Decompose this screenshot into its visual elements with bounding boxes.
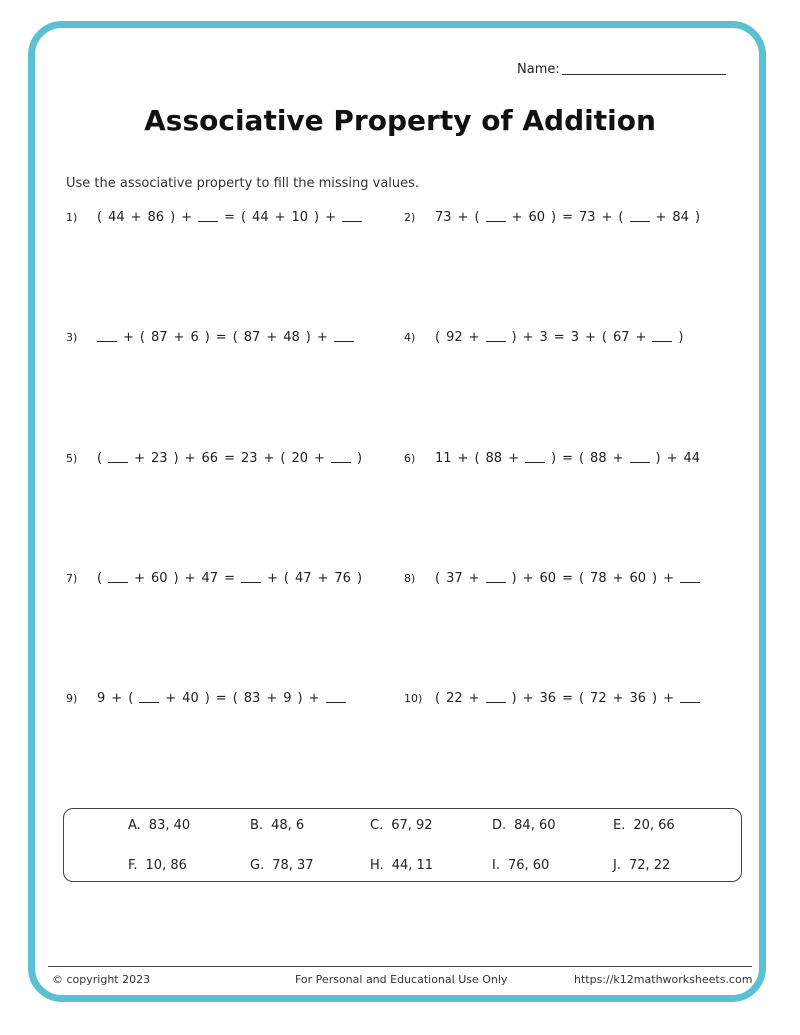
problem-token: 47 xyxy=(294,571,312,586)
problem-token: + xyxy=(181,210,193,225)
answer-option xyxy=(370,818,433,833)
answer-letter: A. xyxy=(128,818,141,833)
problem-token: 48 xyxy=(283,330,300,345)
problem-token: 22 xyxy=(446,691,463,706)
problem-token: ) xyxy=(652,571,658,586)
problem-token: + xyxy=(508,451,519,466)
answer-blank[interactable] xyxy=(108,461,128,463)
problem-token: + xyxy=(468,691,480,706)
problem-token: ) xyxy=(511,330,517,345)
problem-token: 36 xyxy=(629,691,647,706)
answer-blank[interactable] xyxy=(331,461,351,463)
problem-token: ) xyxy=(204,691,210,706)
problem-token: 87 xyxy=(150,330,168,345)
problem-token: + xyxy=(522,691,534,706)
problem-token: 73 xyxy=(578,210,596,225)
problem-token: 11 xyxy=(435,451,452,466)
problem-token: + xyxy=(184,451,196,466)
problem-token: = xyxy=(224,571,235,586)
problem-number: 2) xyxy=(404,211,416,224)
answer-blank[interactable] xyxy=(630,461,650,463)
problem-token: + xyxy=(584,330,596,345)
problem-token: = xyxy=(562,571,573,586)
answer-option xyxy=(613,858,670,873)
answer-blank[interactable] xyxy=(680,701,700,703)
answer-blank[interactable] xyxy=(108,581,128,583)
problem-token: ( xyxy=(435,691,441,706)
problem-token: = xyxy=(562,210,573,225)
problem-token: 3 xyxy=(539,330,548,345)
problem-token: + xyxy=(173,330,185,345)
answer-option xyxy=(613,818,675,833)
problem-token: ( xyxy=(578,451,585,466)
name-blank-line[interactable] xyxy=(562,74,726,75)
problem-token: = xyxy=(224,210,235,225)
problem-token: 72 xyxy=(590,691,607,706)
problem-token: ) xyxy=(678,330,684,345)
problem-token: ( xyxy=(232,330,238,345)
answer-value: 44, 11 xyxy=(391,858,434,873)
page-title: Associative Property of Addition xyxy=(144,104,656,137)
problem-9 xyxy=(66,691,349,706)
problem-token: + xyxy=(663,691,675,706)
answer-option xyxy=(250,858,314,873)
problem-token: + xyxy=(522,330,534,345)
problem-token: ( xyxy=(578,571,585,586)
problem-4 xyxy=(404,330,687,345)
problem-number: 5) xyxy=(66,452,78,465)
answer-value: 78, 37 xyxy=(272,858,314,873)
problem-number: 1) xyxy=(66,211,78,224)
problem-token: + xyxy=(522,571,534,586)
problem-token: ( xyxy=(618,210,624,225)
problem-token: + xyxy=(111,691,123,706)
answer-option xyxy=(492,858,549,873)
problem-number: 9) xyxy=(66,692,78,705)
problem-token: = xyxy=(562,691,573,706)
answer-option xyxy=(250,818,304,833)
problem-1 xyxy=(66,210,365,225)
problem-token: + xyxy=(308,691,320,706)
footer-site: https://k12mathworksheets.com xyxy=(574,973,753,986)
problem-token: 78 xyxy=(590,571,607,586)
answer-blank[interactable] xyxy=(652,340,672,342)
problem-token: 88 xyxy=(485,451,503,466)
problem-token: ) xyxy=(511,691,517,706)
answer-value: 10, 86 xyxy=(145,858,187,873)
problem-token: + xyxy=(468,330,480,345)
problem-token: + xyxy=(457,451,469,466)
problem-token: ) xyxy=(356,451,363,466)
problem-token: 44 xyxy=(108,210,125,225)
answer-blank[interactable] xyxy=(486,220,506,222)
answer-blank[interactable] xyxy=(486,701,506,703)
answer-letter: E. xyxy=(613,818,626,833)
problem-token: ( xyxy=(240,210,247,225)
answer-value: 84, 60 xyxy=(514,818,556,833)
problem-2 xyxy=(404,210,703,225)
problem-token: 9 xyxy=(283,691,292,706)
problem-token: ) xyxy=(694,210,701,225)
problem-token: ( xyxy=(474,210,480,225)
problem-token: ) xyxy=(550,210,557,225)
problem-token: 40 xyxy=(182,691,199,706)
answer-letter: B. xyxy=(250,818,264,833)
answer-option xyxy=(370,858,433,873)
problem-token: + xyxy=(325,210,337,225)
problem-token: ) xyxy=(173,451,179,466)
problem-token: 87 xyxy=(243,330,261,345)
problem-token: ( xyxy=(435,571,441,586)
problem-token: + xyxy=(134,571,145,586)
problem-token: + xyxy=(274,210,286,225)
problem-token: + xyxy=(184,571,196,586)
answer-blank[interactable] xyxy=(139,701,159,703)
answer-value: 76, 60 xyxy=(507,858,550,873)
problem-token: 37 xyxy=(446,571,463,586)
problem-token: 92 xyxy=(446,330,463,345)
answer-blank[interactable] xyxy=(525,461,545,463)
problem-token: ( xyxy=(97,571,103,586)
problem-7 xyxy=(66,571,365,586)
problem-number: 10) xyxy=(404,692,423,705)
problem-5 xyxy=(66,451,365,466)
problem-token: + xyxy=(511,210,523,225)
answer-value: 48, 6 xyxy=(271,818,305,833)
answer-value: 72, 22 xyxy=(628,858,671,873)
answer-blank[interactable] xyxy=(97,340,117,342)
problem-number: 4) xyxy=(404,331,416,344)
problem-token: ( xyxy=(280,451,286,466)
problem-token: = xyxy=(215,691,227,706)
problem-token: + xyxy=(263,451,275,466)
answer-value: 83, 40 xyxy=(148,818,191,833)
problem-token: ( xyxy=(97,451,103,466)
problem-token: 88 xyxy=(590,451,607,466)
problem-token: ( xyxy=(139,330,145,345)
problem-token: + xyxy=(635,330,647,345)
footer-usage: For Personal and Educational Use Only xyxy=(295,973,508,986)
answer-blank[interactable] xyxy=(342,220,362,222)
problem-token: 76 xyxy=(334,571,351,586)
problem-token: 23 xyxy=(150,451,168,466)
problem-token: 47 xyxy=(201,571,219,586)
problem-token: ) xyxy=(173,571,179,586)
problem-token: 66 xyxy=(201,451,219,466)
answer-blank[interactable] xyxy=(486,340,506,342)
problem-token: ) xyxy=(204,330,210,345)
answer-option xyxy=(128,858,187,873)
problem-token: 60 xyxy=(629,571,647,586)
problem-token: 60 xyxy=(150,571,168,586)
problem-token: ( xyxy=(435,330,441,345)
problem-number: 3) xyxy=(66,331,78,344)
problem-token: ) xyxy=(550,451,557,466)
answer-blank[interactable] xyxy=(326,701,346,703)
answer-letter: J. xyxy=(613,858,621,873)
problem-token: + xyxy=(165,691,177,706)
problem-token: ) xyxy=(170,210,176,225)
problem-token: = xyxy=(215,330,227,345)
problem-token: 84 xyxy=(672,210,689,225)
problem-token: 44 xyxy=(683,451,701,466)
answer-blank[interactable] xyxy=(334,340,354,342)
problem-token: + xyxy=(612,451,624,466)
answer-blank[interactable] xyxy=(680,581,700,583)
answer-letter: I. xyxy=(492,858,500,873)
problem-token: + xyxy=(317,571,329,586)
problem-token: 6 xyxy=(190,330,199,345)
problem-token: + xyxy=(314,451,325,466)
problem-token: 60 xyxy=(539,571,557,586)
problem-token: = xyxy=(562,451,573,466)
answer-value: 67, 92 xyxy=(391,818,433,833)
answer-blank[interactable] xyxy=(486,581,506,583)
answer-option xyxy=(128,818,190,833)
footer-copyright: © copyright 2023 xyxy=(52,973,151,986)
problem-token: 73 xyxy=(435,210,452,225)
problem-6 xyxy=(404,451,703,466)
problem-token: + xyxy=(123,330,134,345)
problem-token: + xyxy=(612,571,624,586)
problem-token: + xyxy=(457,210,469,225)
answer-blank[interactable] xyxy=(198,220,218,222)
problem-token: 36 xyxy=(539,691,557,706)
problem-token: ( xyxy=(232,691,238,706)
problem-token: 60 xyxy=(528,210,545,225)
answer-value: 20, 66 xyxy=(633,818,675,833)
instructions: Use the associative property to fill the missing values. xyxy=(66,176,420,191)
problem-token: ) xyxy=(652,691,658,706)
answer-letter: F. xyxy=(128,858,138,873)
problem-token: + xyxy=(612,691,624,706)
problem-token: ) xyxy=(297,691,303,706)
answer-letter: H. xyxy=(370,858,384,873)
problem-10 xyxy=(404,691,703,706)
problem-token: 44 xyxy=(252,210,269,225)
name-field[interactable] xyxy=(517,62,726,77)
problem-number: 8) xyxy=(404,572,416,585)
problem-token: 3 xyxy=(570,330,579,345)
answer-option xyxy=(492,818,556,833)
problem-token: 10 xyxy=(291,210,309,225)
problem-8 xyxy=(404,571,703,586)
problem-token: ) xyxy=(356,571,363,586)
answer-letter: G. xyxy=(250,858,265,873)
problem-token: 83 xyxy=(243,691,261,706)
problem-number: 6) xyxy=(404,452,416,465)
problem-token: + xyxy=(666,451,678,466)
problem-token: ( xyxy=(474,451,480,466)
problem-token: = xyxy=(553,330,565,345)
problem-token: + xyxy=(316,330,328,345)
problem-token: ) xyxy=(511,571,517,586)
problem-token: 9 xyxy=(97,691,106,706)
problem-token: 23 xyxy=(240,451,258,466)
answer-letter: C. xyxy=(370,818,384,833)
problem-token: 86 xyxy=(147,210,165,225)
answer-blank[interactable] xyxy=(241,581,261,583)
problem-token: + xyxy=(130,210,142,225)
problem-token: = xyxy=(224,451,235,466)
problem-token: 67 xyxy=(612,330,630,345)
problem-3 xyxy=(66,330,357,345)
problem-token: + xyxy=(468,571,480,586)
problem-token: ) xyxy=(655,451,661,466)
problem-token: + xyxy=(601,210,613,225)
problem-token: + xyxy=(134,451,145,466)
problem-token: 20 xyxy=(291,451,309,466)
problem-token: + xyxy=(266,691,278,706)
problem-token: ( xyxy=(283,571,289,586)
problem-token: + xyxy=(655,210,667,225)
problem-token: + xyxy=(266,330,278,345)
problem-token: + xyxy=(663,571,675,586)
problem-token: ) xyxy=(314,210,320,225)
answer-blank[interactable] xyxy=(630,220,650,222)
problem-token: ( xyxy=(128,691,134,706)
footer-divider xyxy=(48,966,752,967)
problem-token: ( xyxy=(601,330,607,345)
problem-number: 7) xyxy=(66,572,78,585)
problem-token: + xyxy=(266,571,278,586)
problem-token: ( xyxy=(578,691,585,706)
problem-token: ( xyxy=(97,210,103,225)
name-label: Name: xyxy=(517,62,560,77)
problem-token: ) xyxy=(305,330,311,345)
answer-letter: D. xyxy=(492,818,507,833)
